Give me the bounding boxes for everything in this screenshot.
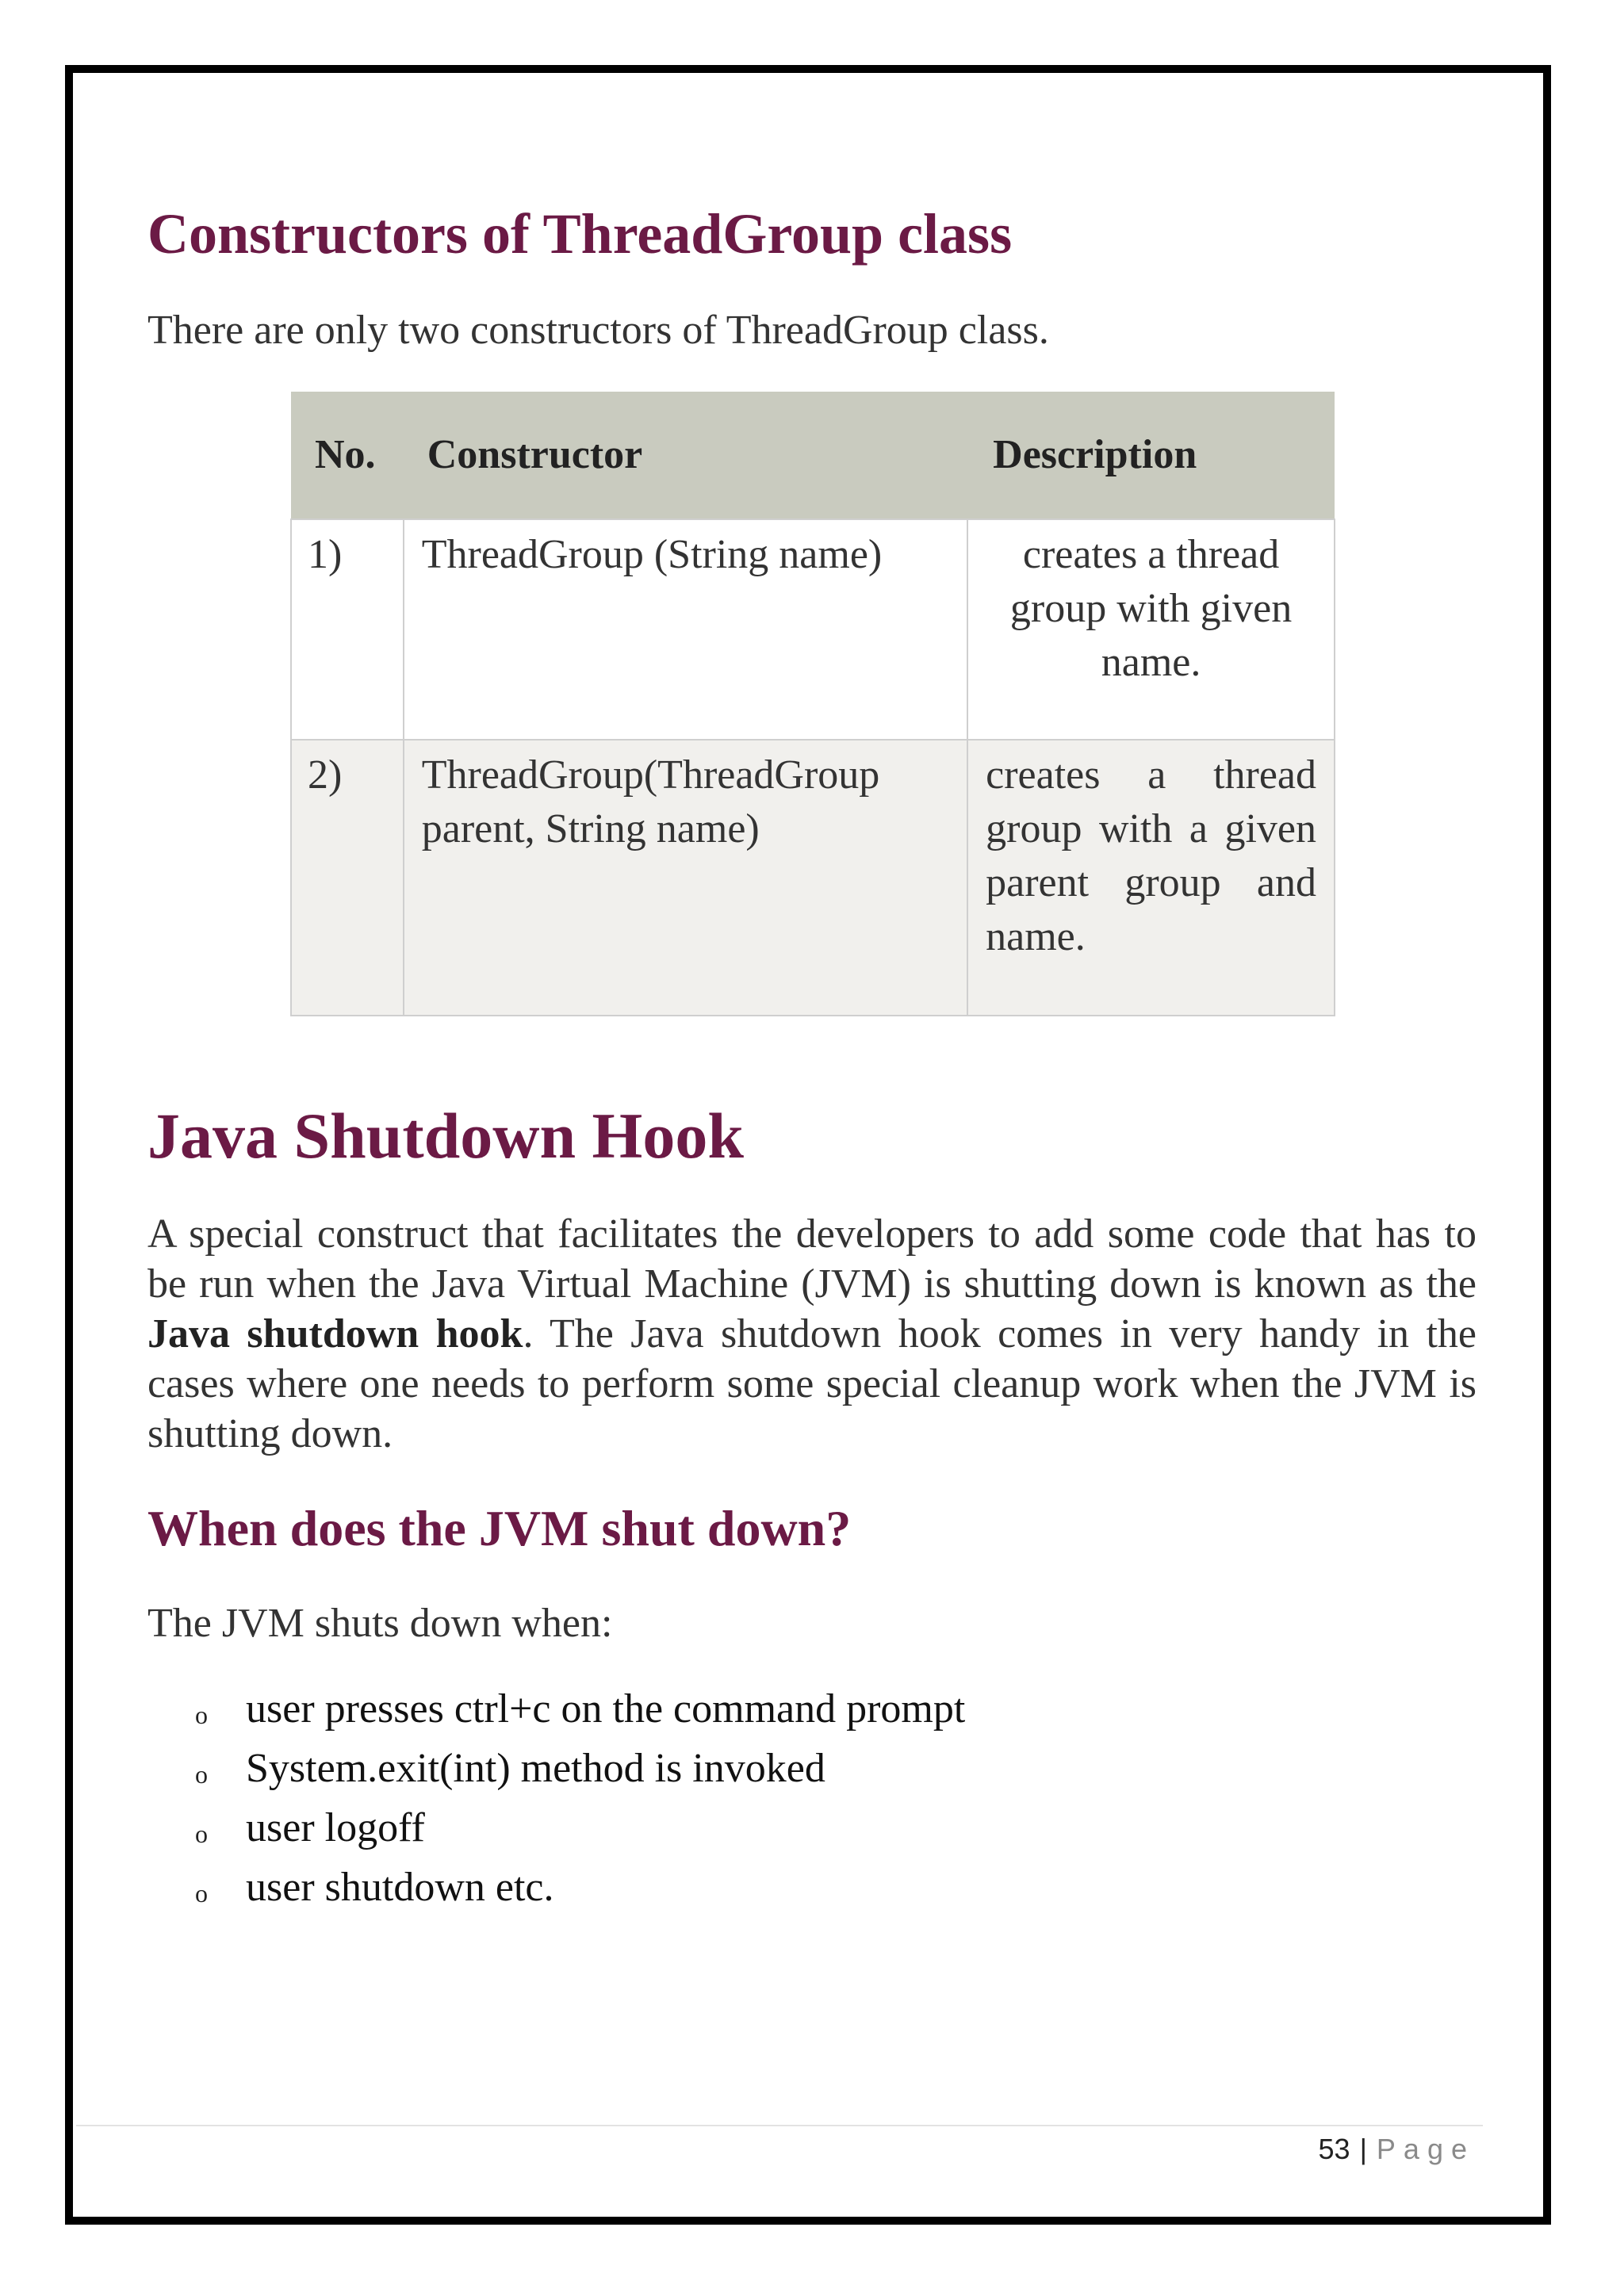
list-item-text: user presses ctrl+c on the command prompt — [246, 1686, 966, 1732]
shutdown-hook-bold-term: Java shutdown hook — [147, 1311, 523, 1357]
list-item — [195, 1739, 965, 1798]
shutdown-hook-text-start: A special construct that facilitates the developers to add some code that has to be run when the Java Virtual Machine (JVM) is shutting down is known as the — [147, 1211, 1477, 1307]
threadgroup-intro-text: There are only two constructors of ThreadGroup class. — [147, 308, 1049, 353]
jvm-shutdown-intro: The JVM shuts down when: — [147, 1601, 613, 1646]
constructors-table — [290, 392, 1335, 1016]
cell-constructor: ThreadGroup (String name) — [404, 519, 967, 740]
page-number: 53 — [1318, 2133, 1350, 2165]
cell-no: 1) — [291, 519, 404, 740]
jvm-shutdown-list — [195, 1679, 965, 1917]
cell-constructor: ThreadGroup(ThreadGroup parent, String name) — [404, 740, 967, 1016]
page-footer — [1319, 2130, 1475, 2169]
column-header-description: Description — [967, 392, 1335, 519]
cell-description: creates a thread group with given name. — [967, 519, 1335, 740]
bullet-circle-icon: o — [195, 1879, 208, 1908]
bullet-circle-icon: o — [195, 1701, 208, 1729]
list-item — [195, 1798, 965, 1858]
shutdown-hook-text-end: . The Java shutdown hook comes in very handy in the cases where one needs to perform some special cleanup work when the JVM is shutting down. — [147, 1311, 1477, 1456]
cell-description: creates a thread group with a given parent group and name. — [967, 740, 1335, 1016]
bullet-circle-icon: o — [195, 1760, 208, 1789]
column-header-constructor: Constructor — [404, 392, 967, 519]
heading-threadgroup-constructors: Constructors of ThreadGroup class — [147, 202, 1013, 266]
shutdown-hook-paragraph — [147, 1209, 1477, 1459]
list-item — [195, 1858, 965, 1917]
heading-when-jvm-shuts-down: When does the JVM shut down? — [147, 1500, 852, 1556]
footer-divider — [76, 2125, 1483, 2126]
list-item-text: System.exit(int) method is invoked — [246, 1746, 825, 1791]
page-label: Page — [1376, 2133, 1475, 2165]
table-row — [291, 519, 1335, 740]
footer-separator: | — [1359, 2133, 1367, 2165]
list-item — [195, 1679, 965, 1739]
heading-java-shutdown-hook: Java Shutdown Hook — [147, 1100, 744, 1172]
bullet-circle-icon: o — [195, 1820, 208, 1848]
list-item-text: user logoff — [246, 1805, 425, 1850]
list-item-text: user shutdown etc. — [246, 1865, 554, 1910]
table-row — [291, 740, 1335, 1016]
column-header-no: No. — [291, 392, 404, 519]
cell-no: 2) — [291, 740, 404, 1016]
table-header-row — [291, 392, 1335, 519]
